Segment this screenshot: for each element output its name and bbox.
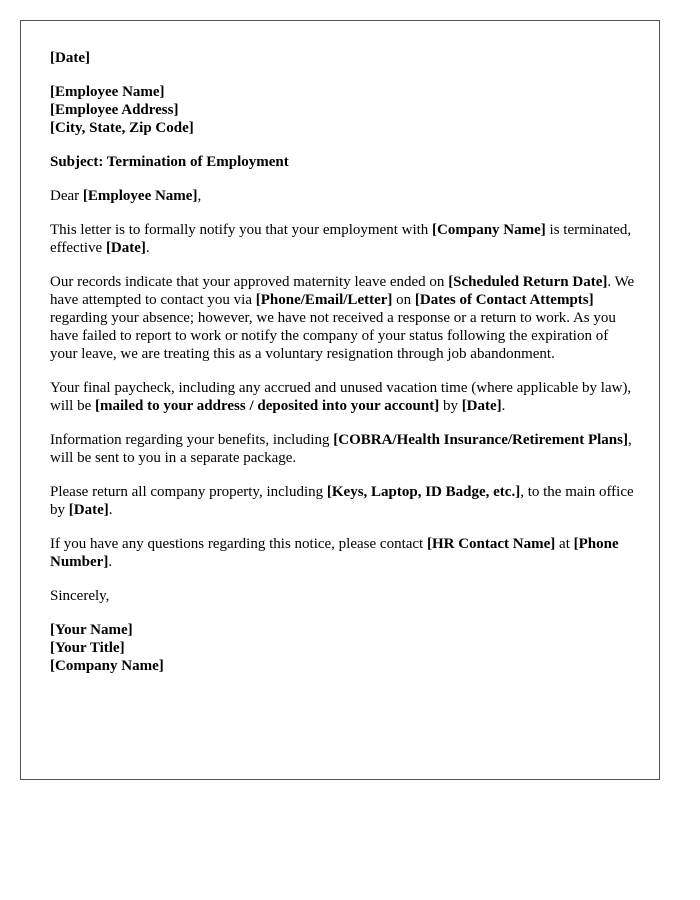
letter-date: [Date]: [50, 50, 90, 66]
p5-text-1: Please return all company property, including: [50, 484, 327, 500]
paragraph-paycheck: [50, 379, 636, 415]
p2-return-date: [Scheduled Return Date]: [448, 274, 608, 290]
subject-line: Subject: Termination of Employment: [50, 154, 289, 170]
p5-text-3: .: [108, 502, 113, 518]
p2-text-1: Our records indicate that your approved maternity leave ended on: [50, 274, 449, 290]
closing-block: [50, 587, 636, 605]
salutation-prefix: Dear: [50, 188, 83, 204]
p3-text-3: .: [501, 398, 506, 414]
p6-text-1: If you have any questions regarding this notice, please contact: [50, 536, 427, 552]
p1-date: [Date]: [105, 240, 146, 256]
p6-hr-contact: [HR Contact Name]: [426, 536, 556, 552]
recipient-name: [Employee Name]: [50, 84, 165, 100]
p2-text-3: on: [392, 292, 415, 308]
signature-block: [50, 621, 636, 675]
paragraph-questions: [50, 535, 636, 571]
p3-text-2: by: [439, 398, 462, 414]
p1-text-2: is terminated, effective: [50, 222, 632, 256]
subject-block: [50, 153, 636, 171]
p3-delivery-method: [mailed to your address / deposited into your account]: [95, 398, 440, 414]
paragraph-records: [50, 273, 636, 363]
paragraph-benefits: [50, 431, 636, 467]
p1-text-1: This letter is to formally notify you that your employment with: [50, 222, 433, 238]
recipient-address: [Employee Address]: [50, 102, 179, 118]
p5-date: [Date]: [68, 502, 109, 518]
p4-benefits: [COBRA/Health Insurance/Retirement Plans]: [333, 432, 628, 448]
paragraph-property: [50, 483, 636, 519]
p6-text-3: .: [108, 554, 113, 570]
salutation-name: [Employee Name]: [82, 188, 198, 204]
letter-page: [20, 20, 660, 780]
p2-text-2: . We have attempted to contact you via: [50, 274, 635, 308]
salutation: [50, 187, 636, 205]
paragraph-notice: [50, 221, 636, 257]
p1-company-name: [Company Name]: [432, 222, 546, 238]
closing: Sincerely,: [50, 588, 110, 604]
p4-text-2: , will be sent to you in a separate package.: [50, 432, 632, 466]
p2-text-4: regarding your absence; however, we have not received a response or a return to work. As you have failed to report to work or notify the company of your status following the expiration of your leave, we are treating this as a voluntary resignation through job abandonment.: [50, 310, 616, 362]
recipient-city-state-zip: [City, State, Zip Code]: [50, 120, 194, 136]
signature-name: [Your Name]: [50, 622, 133, 638]
recipient-block: [50, 83, 636, 137]
p3-date: [Date]: [461, 398, 502, 414]
p6-text-2: at: [555, 536, 574, 552]
salutation-suffix: ,: [197, 188, 202, 204]
date-block: [50, 49, 636, 67]
p2-contact-dates: [Dates of Contact Attempts]: [414, 292, 594, 308]
signature-company: [Company Name]: [50, 658, 164, 674]
p3-text-1: Your final paycheck, including any accrued and unused vacation time (where applicable by law), will be: [50, 380, 632, 414]
p2-contact-method: [Phone/Email/Letter]: [255, 292, 393, 308]
p5-text-2: , to the main office by: [50, 484, 634, 518]
letter-content: [50, 49, 636, 675]
p4-text-1: Information regarding your benefits, including: [50, 432, 334, 448]
p5-property: [Keys, Laptop, ID Badge, etc.]: [326, 484, 521, 500]
signature-title: [Your Title]: [50, 640, 125, 656]
p6-phone-number: [Phone Number]: [50, 536, 619, 570]
p1-text-3: .: [145, 240, 150, 256]
